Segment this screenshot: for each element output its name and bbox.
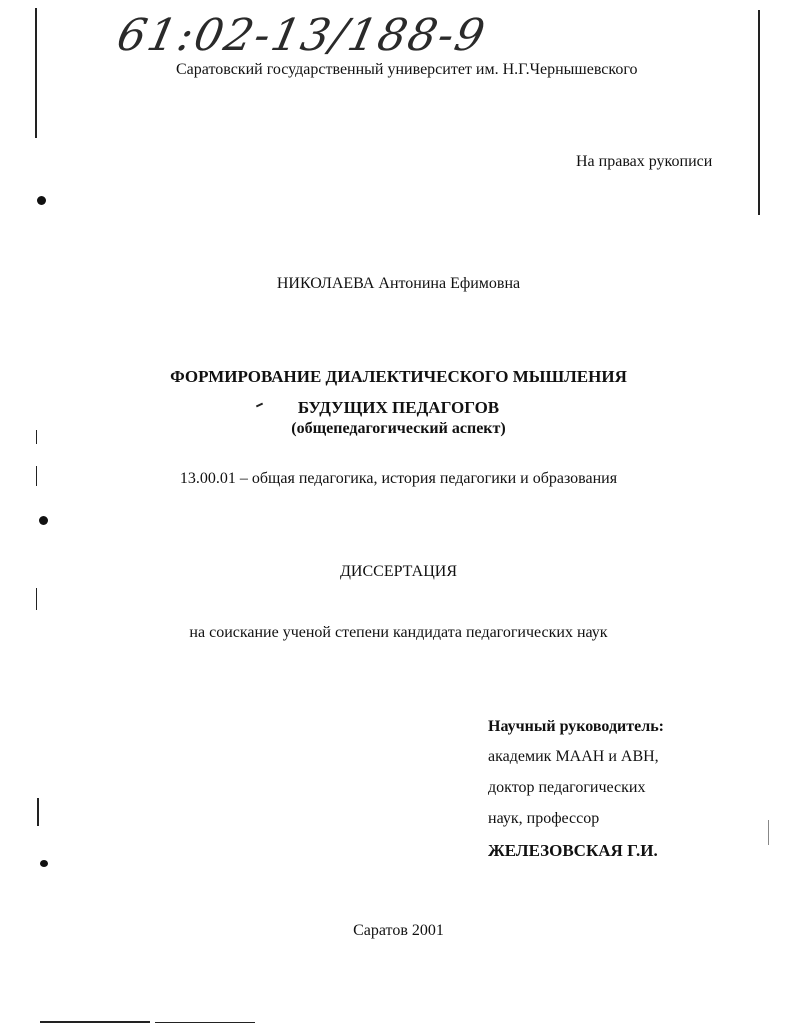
archive-code-handwritten: 61:02-13/188-9 bbox=[112, 10, 491, 61]
title-line-1: ФОРМИРОВАНИЕ ДИАЛЕКТИЧЕСКОГО МЫШЛЕНИЯ bbox=[170, 367, 627, 386]
specialty-code: 13.00.01 – общая педагогика, история педагогики и образования bbox=[179, 470, 618, 487]
right-edge-line-lower bbox=[768, 820, 769, 845]
title-line-2: БУДУЩИХ ПЕДАГОГОВ bbox=[297, 398, 500, 417]
binder-hole-3 bbox=[40, 860, 48, 867]
binder-hole-2 bbox=[39, 516, 48, 525]
left-edge-mark-4 bbox=[37, 798, 39, 826]
document-type: ДИССЕРТАЦИЯ bbox=[340, 563, 457, 580]
title-subtitle: (общепедагогический аспект) bbox=[291, 420, 506, 437]
left-edge-mark-3 bbox=[36, 588, 37, 610]
university-name: Саратовский государственный университет им. Н.Г.Чернышевского bbox=[176, 61, 638, 78]
right-edge-line bbox=[758, 10, 760, 215]
bottom-edge-line-2 bbox=[155, 1022, 255, 1023]
author-name: НИКОЛАЕВА Антонина Ефимовна bbox=[276, 275, 521, 292]
supervisor-title-1: академик МААН и АВН, bbox=[488, 748, 659, 765]
supervisor-title-3: наук, профессор bbox=[488, 810, 600, 827]
supervisor-title-2: доктор педагогических bbox=[488, 779, 646, 796]
supervisor-name: ЖЕЛЕЗОВСКАЯ Г.И. bbox=[488, 841, 658, 860]
bottom-edge-line-1 bbox=[40, 1021, 150, 1023]
place-year: Саратов 2001 bbox=[353, 922, 444, 939]
manuscript-note: На правах рукописи bbox=[576, 153, 713, 170]
degree-statement: на соискание ученой степени кандидата педагогических наук bbox=[189, 624, 608, 641]
supervisor-heading: Научный руководитель: bbox=[488, 718, 664, 735]
left-edge-line bbox=[35, 8, 37, 138]
binder-hole-1 bbox=[37, 196, 46, 205]
